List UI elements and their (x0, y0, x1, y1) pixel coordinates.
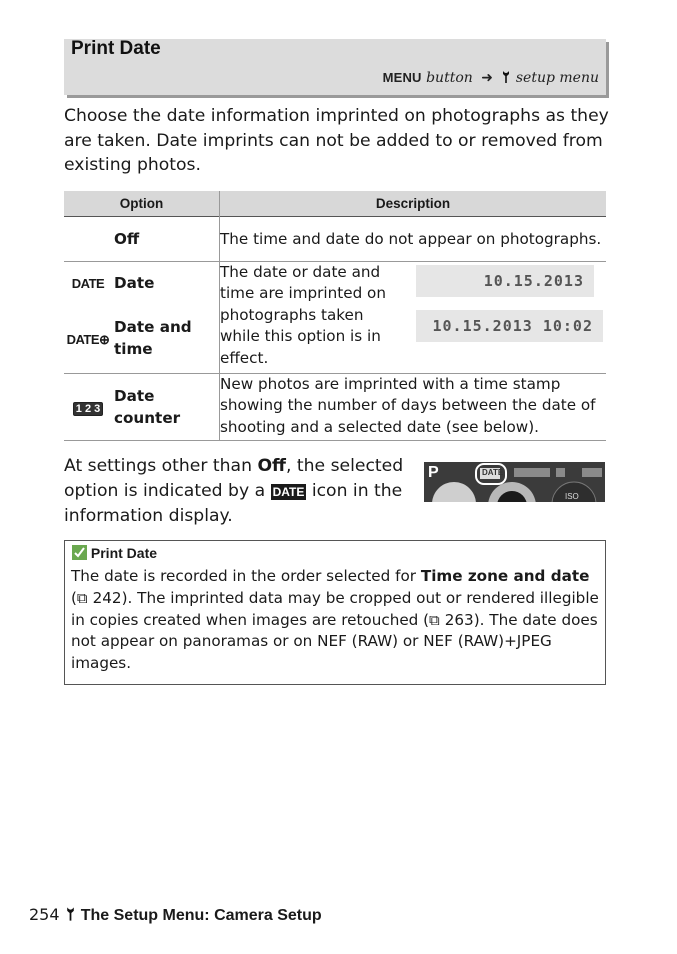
option-description: The date or date and time are imprinted on photographs taken while this option is in effect. (220, 262, 386, 367)
time-zone-keyword: Time zone and date (420, 567, 590, 585)
intro-paragraph: Choose the date information imprinted on photographs as they are taken. Date imprints can not be added to or removed from existing photos. (64, 106, 609, 175)
option-name: Date counter (114, 386, 181, 427)
camera-info-display-image (424, 462, 605, 502)
info-display-paragraph (64, 454, 409, 529)
date-sample: 10.15.2013 (416, 265, 594, 297)
table-row (64, 373, 606, 440)
option-name: Date (114, 274, 155, 293)
after-text-part: At settings other than (64, 456, 258, 476)
note-title-text: Print Date (90, 545, 158, 561)
option-name: Off (114, 229, 140, 248)
table-row (64, 261, 606, 305)
breadcrumb (383, 70, 599, 86)
option-description: The time and date do not appear on photographs. (220, 217, 607, 261)
options-table (64, 191, 606, 441)
column-header-option: Option (119, 195, 164, 211)
section-name: The Setup Menu: Camera Setup (80, 907, 322, 924)
date-icon: DATE (482, 468, 504, 477)
wrench-icon (65, 905, 81, 924)
option-description: New photos are imprinted with a time stamp showing the number of days between the date of shooting and a selected date (see below). (220, 373, 607, 440)
date-time-icon: DATE⊕ (66, 331, 110, 347)
note-body (71, 566, 601, 675)
note-text-part: (⧉ 242). The imprinted data may be cropped out or rendered illegible in copies created when images are retouched (⧉ 263). The date does not appear on panoramas or on NEF (RAW) or NEF (RAW)+JPEG images. (71, 588, 599, 673)
breadcrumb-button-text: button (426, 70, 473, 86)
option-description-cell (220, 261, 607, 373)
breadcrumb-menu-text: setup menu (515, 70, 599, 86)
menu-button-label: MENU (382, 70, 422, 85)
option-icon-empty (64, 217, 112, 261)
page-footer (29, 905, 322, 925)
off-keyword: Off (257, 456, 286, 476)
page-number: 254 (29, 905, 60, 924)
wrench-icon (501, 70, 515, 86)
after-text-part: , the selected option is indicated by a (64, 456, 404, 501)
option-name: Date and time (114, 318, 192, 358)
note-title (72, 545, 157, 561)
arrow-icon: ➜ (481, 70, 493, 86)
iso-label: ISO (565, 492, 579, 501)
date-time-sample: 10.15.2013 10:02 (416, 310, 603, 342)
page-title: Print Date (71, 38, 161, 59)
checkmark-icon (72, 545, 91, 561)
date-icon: DATE (272, 484, 305, 499)
column-header-description: Description (220, 191, 607, 216)
table-row (64, 217, 606, 261)
after-text-part: icon in the information display. (64, 480, 403, 526)
date-icon: DATE (71, 276, 105, 292)
table-header-row (64, 191, 606, 216)
date-counter-icon: 1 2 3 (64, 373, 112, 440)
shooting-mode: P (428, 464, 439, 481)
note-text-part: The date is recorded in the order selected for (71, 567, 421, 585)
